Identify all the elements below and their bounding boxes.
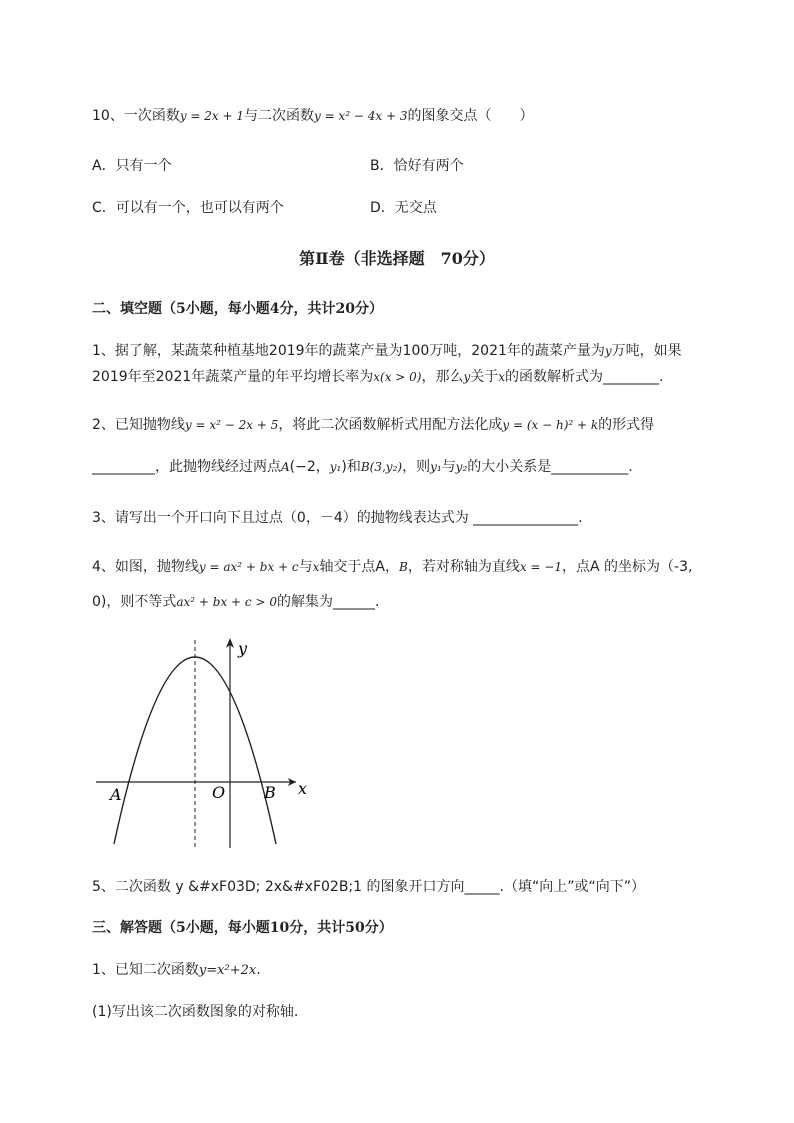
fill1-var-y: y xyxy=(604,344,612,358)
fill4-b: B xyxy=(399,560,408,574)
graph-label-a: A xyxy=(110,785,122,804)
part2-title: 第Ⅱ卷（非选择题 70分） xyxy=(299,249,495,268)
q10-option-c: C．可以有一个，也可以有两个 xyxy=(92,200,284,216)
fill5: 5、二次函数 y &#xF03D; 2x&#xF02B;1 的图象开口方向_____.（填“向上”或“向下”） xyxy=(92,879,645,895)
q10-suffix: 的图象交点（ ） xyxy=(407,108,534,124)
fill2-text-c: 的形式得 xyxy=(598,417,655,433)
q10-option-a: A．只有一个 xyxy=(92,158,172,174)
graph-label-y: y xyxy=(238,639,248,658)
fill4-text-c: 轴交于点A， xyxy=(319,559,400,575)
ans1-part1: (1)写出该二次函数图象的对称轴. xyxy=(92,1004,299,1020)
fill2-y1-b: y₁ xyxy=(430,460,442,474)
fill3: 3、请写出一个开口向下且过点（0，－4）的抛物线表达式为 _______________. xyxy=(92,510,583,526)
fill2-text-a: 2、已知抛物线 xyxy=(92,417,185,433)
fill1-text-c: 2019年至2021年蔬菜产量的年平均增长率为 xyxy=(92,369,374,385)
graph-label-b: B xyxy=(264,783,276,802)
fill2-text-b: ，将此二次函数解析式用配方法化成 xyxy=(278,417,503,433)
fill4-text-d: ，若对称轴为直线 xyxy=(407,559,520,575)
q10-mid: 与二次函数 xyxy=(244,108,315,124)
fill1-text-f: 的函数解析式为________. xyxy=(505,369,664,385)
fill2-y1: y₁ xyxy=(329,460,342,474)
fill1-text-d: ，那么 xyxy=(421,369,464,385)
fill2-text-h: 与 xyxy=(441,459,456,475)
q10-linear-function: y = 2x + 1 xyxy=(179,109,245,123)
ans1-text-b: . xyxy=(256,962,261,978)
fill2-text-e: (−2， xyxy=(289,459,330,475)
fill2-line2 xyxy=(92,457,633,477)
section2-heading: 二、填空题（5小题，每小题4分，共计20分） xyxy=(92,301,383,317)
ans1-function: y=x²+2x xyxy=(198,963,257,978)
ans1-text-a: 1、已知二次函数 xyxy=(92,962,199,978)
fill1-text-a: 1、据了解，某蔬菜种植基地2019年的蔬菜产量为100万吨，2021年的蔬菜产量为 xyxy=(92,343,605,359)
ans1 xyxy=(92,960,261,981)
fill4-axis: x = −1 xyxy=(519,560,562,574)
fill4-text-g: 的解集为______. xyxy=(276,594,380,610)
fill4-parabola: y = ax² + bx + c xyxy=(198,560,299,574)
fill4-inequality: ax² + bx + c > 0 xyxy=(176,595,277,609)
q10-quadratic-function: y = x² − 4x + 3 xyxy=(314,109,408,123)
fill4-text-a: 4、如图，抛物线 xyxy=(92,559,199,575)
fill4-text-e: ，点A 的坐标为（-3, xyxy=(561,559,693,575)
fill1-text-e: 关于 xyxy=(470,369,499,385)
fill2-line1 xyxy=(92,415,654,435)
q10-option-d: D．无交点 xyxy=(370,200,437,216)
fill2-text-i: 的大小关系是___________. xyxy=(467,459,633,475)
fill1-line2 xyxy=(92,367,664,387)
fill4-text-b: 与 xyxy=(298,559,313,575)
graph-label-o: O xyxy=(212,783,226,802)
fill2-text-d: _________，此抛物线经过两点 xyxy=(92,459,281,475)
fill2-y2: y₂ xyxy=(455,460,468,474)
q10-option-b: B．恰好有两个 xyxy=(370,158,464,174)
fill2-text-g: ，则 xyxy=(402,459,431,475)
fill2-point-b: B(3,y₂) xyxy=(360,460,403,474)
q10-prefix: 10、一次函数 xyxy=(92,108,180,124)
fill1-var-x2: x xyxy=(498,370,506,384)
fill4-x: x xyxy=(312,560,320,574)
fill4-line2 xyxy=(92,592,379,612)
fill2-point-a: A xyxy=(281,460,290,474)
fill1-var-y2: y xyxy=(463,370,471,384)
fill2-text-f: )和 xyxy=(341,459,361,475)
fill4-text-f: 0)，则不等式 xyxy=(92,594,177,610)
fill4-line1 xyxy=(92,557,692,577)
fill1-text-b: 万吨，如果 xyxy=(611,343,682,359)
fill2-vertex-form: y = (x − h)² + k xyxy=(502,418,599,432)
section3-heading: 三、解答题（5小题，每小题10分，共计50分） xyxy=(92,920,393,936)
fill1-line1 xyxy=(92,341,682,361)
question-10 xyxy=(92,106,533,126)
fill1-var-x: x(x > 0) xyxy=(373,370,422,384)
fill2-parabola: y = x² − 2x + 5 xyxy=(184,418,279,432)
graph-label-x: x xyxy=(298,779,308,798)
parabola-graph xyxy=(90,630,320,850)
